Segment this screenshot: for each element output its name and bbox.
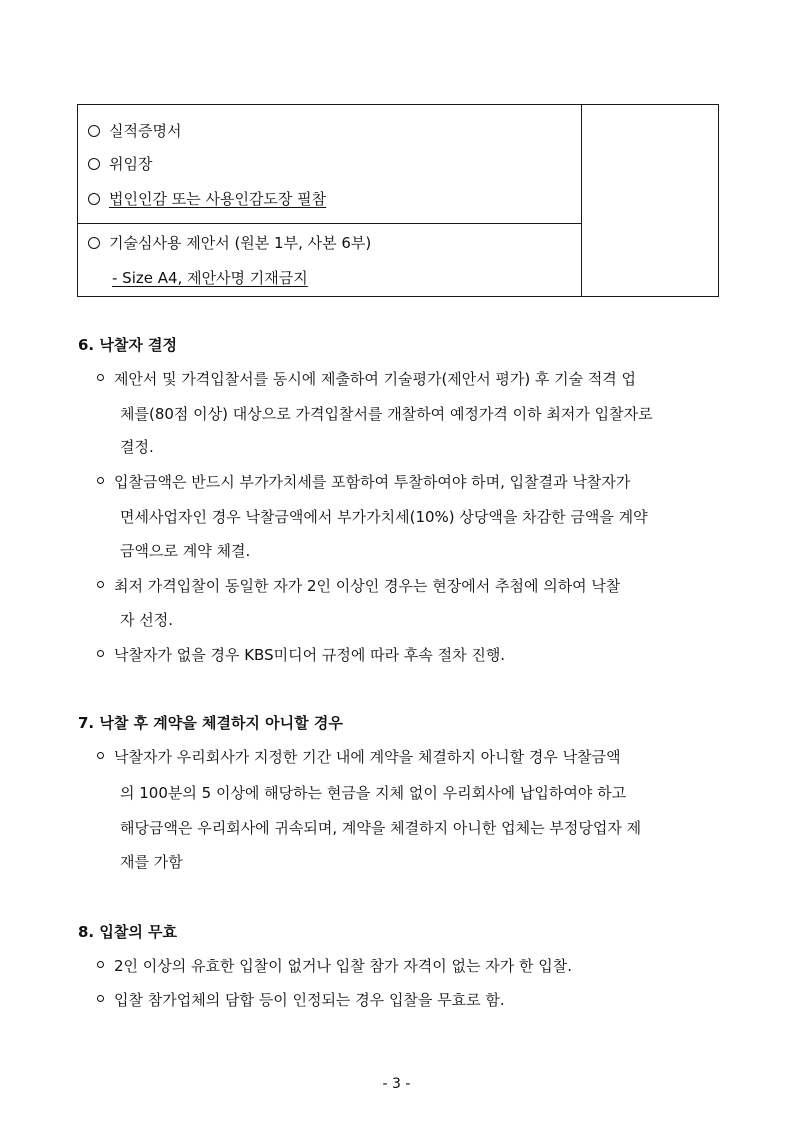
small-circle-bullet-icon: [97, 650, 104, 657]
circle-bullet-icon: [88, 125, 100, 137]
table-item-performance-certificate: 실적증명서: [88, 121, 181, 141]
list-item: 낙찰자가 우리회사가 지정한 기간 내에 계약을 체결하지 아니할 경우 낙찰금액: [97, 747, 621, 767]
section-heading-7: 7. 낙찰 후 계약을 체결하지 아니할 경우: [78, 714, 343, 732]
page-number: - 3 -: [382, 1076, 411, 1092]
table-item-seal: 법인인감 또는 사용인감도장 필참: [88, 189, 326, 209]
table-item-power-of-attorney: 위임장: [88, 154, 152, 174]
small-circle-bullet-icon: [97, 374, 104, 381]
list-item: 최저 가격입찰이 동일한 자가 2인 이상인 경우는 현장에서 추첨에 의하여 낙찰: [97, 576, 620, 596]
section-heading-6: 6. 낙찰자 결정: [78, 336, 178, 354]
small-circle-bullet-icon: [97, 477, 104, 484]
list-item: 입찰 참가업체의 담합 등이 인정되는 경우 입찰을 무효로 함.: [97, 990, 505, 1010]
list-item-continuation: 해당금액은 우리회사에 귀속되며, 계약을 체결하지 아니한 업체는 부정당업자 제: [120, 819, 642, 837]
small-circle-bullet-icon: [97, 752, 104, 759]
table-column-divider: [581, 105, 582, 296]
section-heading-8: 8. 입찰의 무효: [78, 923, 178, 941]
list-item-continuation: 재를 가함: [120, 853, 183, 871]
circle-bullet-icon: [88, 193, 100, 205]
list-item: 낙찰자가 없을 경우 KBS미디어 규정에 따라 후속 절차 진행.: [97, 645, 505, 665]
submission-documents-table: [77, 104, 719, 297]
small-circle-bullet-icon: [97, 581, 104, 588]
table-row-divider: [78, 223, 582, 224]
table-item-proposal-note: - Size A4, 제안사명 기재금지: [112, 269, 308, 287]
circle-bullet-icon: [88, 237, 100, 249]
table-item-proposal: 기술심사용 제안서 (원본 1부, 사본 6부): [88, 233, 371, 253]
circle-bullet-icon: [88, 158, 100, 170]
small-circle-bullet-icon: [97, 995, 104, 1002]
list-item-continuation: 자 선정.: [120, 611, 174, 629]
list-item-continuation: 면세사업자인 경우 낙찰금액에서 부가가치세(10%) 상당액을 차감한 금액을 계약: [120, 508, 648, 526]
list-item-continuation: 의 100분의 5 이상에 해당하는 현금을 지체 없이 우리회사에 납입하여야 하고: [120, 784, 627, 802]
small-circle-bullet-icon: [97, 961, 104, 968]
list-item: 2인 이상의 유효한 입찰이 없거나 입찰 참가 자격이 없는 자가 한 입찰.: [97, 956, 572, 976]
list-item: 입찰금액은 반드시 부가가치세를 포함하여 투찰하여야 하며, 입찰결과 낙찰자가: [97, 472, 630, 492]
list-item-continuation: 결정.: [120, 438, 154, 456]
list-item: 제안서 및 가격입찰서를 동시에 제출하여 기술평가(제안서 평가) 후 기술 적격 업: [97, 369, 718, 389]
list-item-continuation: 금액으로 계약 체결.: [120, 542, 251, 560]
list-item-continuation: 체를(80점 이상) 대상으로 가격입찰서를 개찰하여 예정가격 이하 최저가 입찰자로: [120, 405, 653, 423]
